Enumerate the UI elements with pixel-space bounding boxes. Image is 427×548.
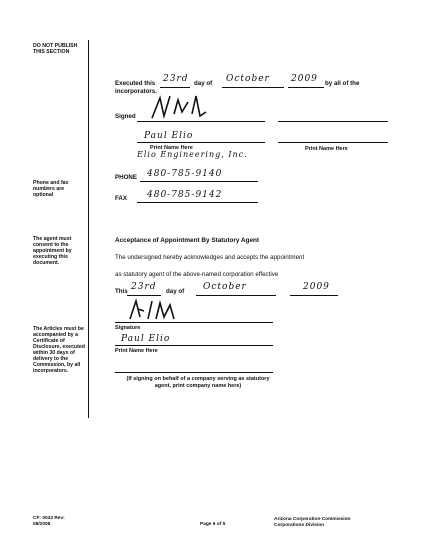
fax-line	[137, 202, 258, 203]
page-number: Page 6 of 5	[200, 522, 226, 527]
signed-label: Signed	[115, 113, 136, 120]
acceptance-year-line	[290, 295, 338, 296]
agent-company-note: (If signing on behalf of a company serving as statutory agent, print company name here)	[126, 376, 270, 390]
acceptance-month: October	[203, 282, 247, 292]
acceptance-line-2: as statutory agent of the above-named corporation effective	[115, 271, 279, 278]
executed-day-of: day of	[194, 80, 213, 87]
print-name-line-1	[137, 142, 265, 143]
signed-line-2	[278, 121, 388, 122]
signed-line-1	[137, 121, 265, 122]
fax-value: 480-785-9142	[147, 190, 223, 200]
executed-year-line	[288, 87, 324, 88]
signature-mark	[148, 92, 210, 122]
phone-value: 480-785-9140	[147, 169, 223, 179]
agent-printed-name: Paul Elio	[121, 334, 171, 344]
agent-company-line	[115, 372, 273, 373]
executed-suffix-2: incorporators.	[115, 88, 157, 95]
margin-rule	[88, 40, 89, 418]
phone-optional-note: Phone and fax numbers are optional	[33, 180, 69, 198]
print-name-line-2	[278, 142, 388, 143]
executed-year: 2009	[291, 74, 318, 84]
acceptance-month-line	[196, 295, 276, 296]
executed-prefix: Executed this	[115, 80, 156, 87]
print-name-label-1: Print Name Here	[150, 145, 193, 151]
articles-disclosure-note: The Articles must be accompanied by a Certificate of Disclosure, executed within 30 days of delivery to the Commission, by all incorporators.	[33, 326, 85, 374]
executed-suffix-1: by all of the	[325, 80, 360, 87]
printed-name: Paul Elio	[144, 131, 194, 141]
this-label: This	[115, 288, 128, 295]
acceptance-day: 23rd	[131, 282, 157, 292]
agent-signature-line	[115, 322, 273, 323]
agent-signature-mark	[126, 297, 180, 323]
fax-label: FAX	[115, 195, 128, 202]
agent-consent-note: The agent must consent to the appointment by executing this document.	[33, 236, 72, 266]
acceptance-day-of: day of	[166, 288, 185, 295]
do-not-publish-note: DO NOT PUBLISH THIS SECTION	[33, 43, 78, 55]
acceptance-line-1: The undersigned hereby acknowledges and accepts the appointment	[115, 254, 305, 261]
form-id: CF: 0042 Rev: 08/2008	[33, 516, 65, 527]
acceptance-year: 2009	[303, 282, 330, 292]
phone-line	[140, 181, 258, 182]
executed-day-line	[160, 87, 190, 88]
agent-print-name-label: Print Name Here	[115, 348, 158, 354]
phone-label: PHONE	[115, 174, 138, 181]
company-name: Elio Engineering, Inc.	[137, 150, 248, 159]
signature-label: Signature	[115, 325, 141, 331]
executed-month: October	[226, 74, 270, 84]
executed-day: 23rd	[163, 74, 189, 84]
acceptance-day-line	[127, 295, 161, 296]
acceptance-heading: Acceptance of Appointment By Statutory Agent	[115, 237, 260, 244]
agency-name: Arizona Corporation Commission Corporations Division	[274, 517, 351, 528]
print-name-label-2: Print Name Here	[305, 146, 348, 152]
agent-print-name-line	[115, 345, 273, 346]
executed-month-line	[222, 87, 284, 88]
